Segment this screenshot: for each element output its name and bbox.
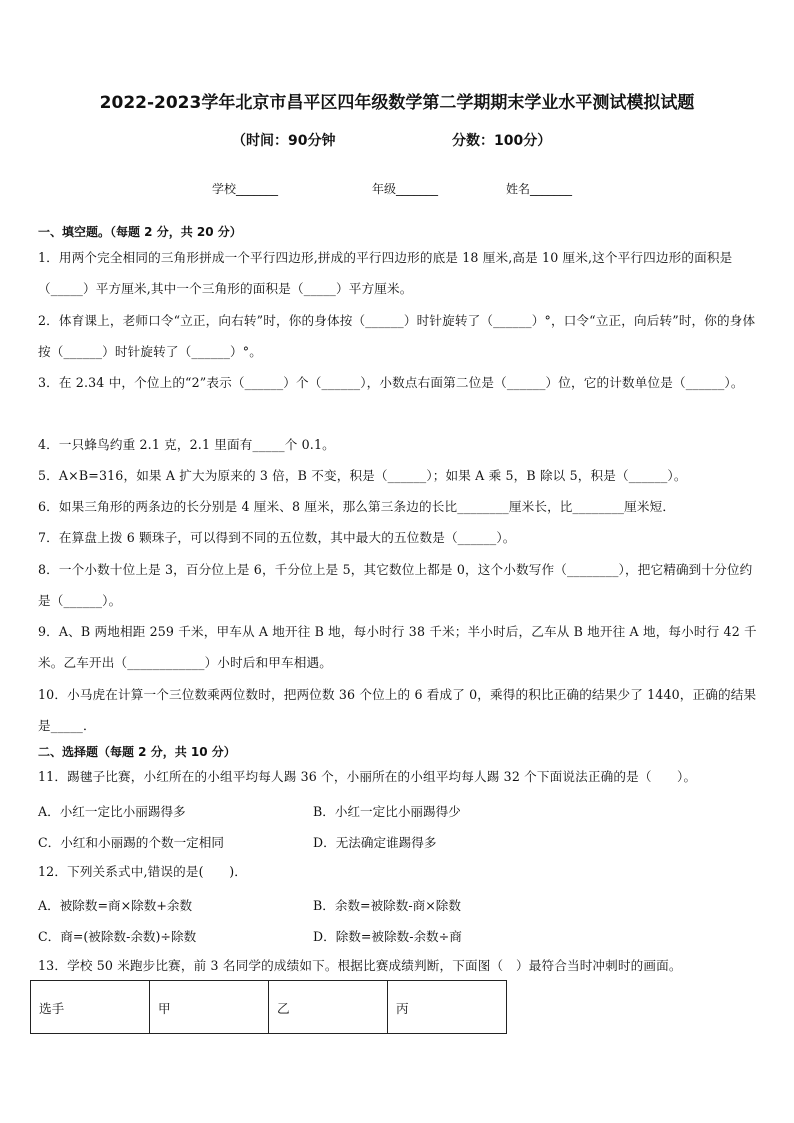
table-cell-player: 选手 — [31, 981, 150, 1034]
question-4: 4．一只蜂鸟约重 2.1 克，2.1 里面有_____个 0.1。 — [38, 437, 335, 452]
question-2: 2．体育课上，老师口令“立正，向右转”时，你的身体按（______）时针旋转了（______）°，口令“立正，向后转”时，你的身体按（______）时针旋转了（______）°。 — [38, 313, 756, 359]
q12-option-d: D．除数=被除数-余数÷商 — [313, 929, 462, 944]
page-title: 2022-2023学年北京市昌平区四年级数学第二学期期末学业水平测试模拟试题 — [99, 93, 695, 113]
results-table — [30, 980, 507, 1034]
exam-score: 分数：100分） — [452, 133, 552, 149]
question-13: 13．学校 50 米跑步比赛，前 3 名同学的成绩如下。根据比赛成绩判断，下面图（ ）最符合当时冲刺时的画面。 — [38, 958, 682, 973]
q12-option-b: B．余数=被除数-商×除数 — [313, 898, 461, 913]
q12-option-a: A．被除数=商×除数+余数 — [38, 898, 193, 913]
question-10: 10．小马虎在计算一个三位数乘两位数时，把两位数 36 个位上的 6 看成了 0，乘得的积比正确的结果少了 1440，正确的结果是_____． — [38, 687, 757, 733]
question-3: 3．在 2.34 中，个位上的“2”表示（______）个（______），小数点右面第二位是（______）位，它的计数单位是（______）。 — [38, 375, 744, 390]
section-multiple-choice: 二、选择题（每题 2 分，共 10 分） — [38, 745, 236, 759]
table-cell-jia: 甲 — [150, 981, 269, 1034]
table-cell-yi: 乙 — [269, 981, 388, 1034]
table-cell-bing: 丙 — [388, 981, 507, 1034]
q11-option-a: A．小红一定比小丽踢得多 — [38, 804, 186, 819]
grade-field: 年级_______ — [372, 182, 439, 196]
q11-option-b: B．小红一定比小丽踢得少 — [313, 804, 461, 819]
school-field: 学校_______ — [212, 182, 279, 196]
name-field: 姓名_______ — [506, 182, 573, 196]
question-7: 7．在算盘上拨 6 颗珠子，可以得到不同的五位数，其中最大的五位数是（______）。 — [38, 530, 516, 545]
table-row — [31, 981, 507, 1034]
question-12: 12．下列关系式中,错误的是( )． — [38, 864, 248, 879]
q11-option-d: D．无法确定谁踢得多 — [313, 835, 437, 850]
question-1: 1．用两个完全相同的三角形拼成一个平行四边形,拼成的平行四边形的底是 18 厘米,高是 10 厘米,这个平行四边形的面积是（_____）平方厘米,其中一个三角形的面积是（_____）平方厘米。 — [38, 250, 733, 296]
q11-option-c: C．小红和小丽踢的个数一定相同 — [38, 835, 224, 850]
question-9: 9．A、B 两地相距 259 千米，甲车从 A 地开往 B 地，每小时行 38 千米；半小时后，乙车从 B 地开往 A 地，每小时行 42 千米。乙车开出（____________）小时后和甲车相遇。 — [38, 624, 757, 670]
section-fill-in: 一、填空题。（每题 2 分，共 20 分） — [38, 225, 242, 239]
question-6: 6．如果三角形的两条边的长分别是 4 厘米、8 厘米，那么第三条边的长比________厘米长，比________厘米短． — [38, 499, 676, 514]
question-5: 5．A×B=316，如果 A 扩大为原来的 3 倍，B 不变，积是（______）；如果 A 乘 5，B 除以 5，积是（______）。 — [38, 468, 687, 483]
q12-option-c: C．商=(被除数-余数)÷除数 — [38, 929, 197, 944]
question-11: 11．踢毽子比赛，小红所在的小组平均每人踢 36 个，小丽所在的小组平均每人踢 32 个下面说法正确的是（ ）。 — [38, 769, 697, 784]
exam-time: （时间：90分钟 — [232, 133, 336, 149]
question-8: 8．一个小数十位上是 3，百分位上是 6，千分位上是 5，其它数位上都是 0，这个小数写作（________），把它精确到十分位约是（______）。 — [38, 562, 753, 608]
